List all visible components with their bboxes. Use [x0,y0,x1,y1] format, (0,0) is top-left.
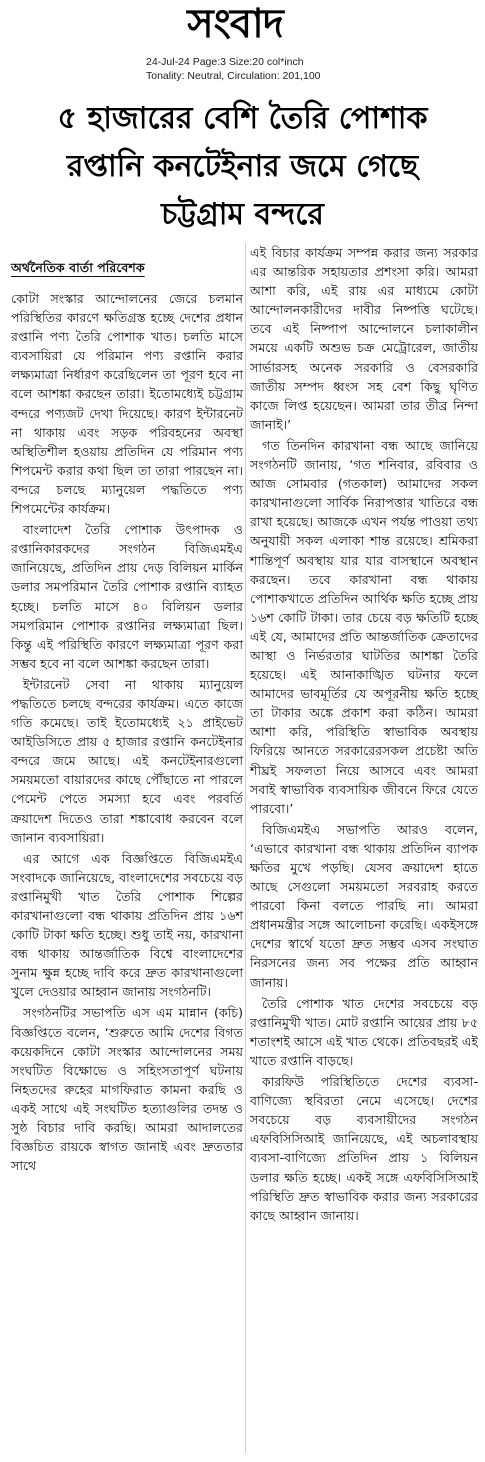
paragraph: এই বিচার কার্যক্রম সম্পন্ন করার জন্য সরকার এর আন্তরিক সহায়তার প্রশংসা করি। আমরা আশা করি, এই রায় এর মাধ্যমে কোটা আন্দোলনকারীদের দাবীর নিষ্পত্তি ঘটেছে। তবে এই নিষ্পাপ আন্দোলনে চলাকালীন সময়ে একটি অশুভ চক্র মেট্রোরেল, জাতীয় সার্ভারসহ অনেক সরকারি ও বেসরকারি জাতীয় সম্পদ ধ্বংস সহ বেশ কিছু ঘৃণিত কাজে লিপ্ত হয়েছেন। আমরা তার তীব্র নিন্দা জানাই।’ [250,245,478,432]
newspaper-masthead: সংবাদ [187,1,283,47]
paragraph: সংগঠনটির সভাপতি এস এম মান্নান (কচি) বিজ্ঞপ্তিতে বলেন, ‘শুরুতে আমি দেশের বিগত কয়েকদিনে কোটা সংস্কার আন্দোলনের সময় সংঘটিত বিক্ষোভে ও সহিংসতাপূর্ণ ঘটনায় নিহতদের রুহের মাগফিরাত কামনা করছি ও একই সাথে এই সংঘটিত হত্যাগুলির তদন্ত ও সুষ্ঠ বিচার দাবি করছি। আমরা আদালতের বিজ্ঞচিত রায়কে স্বাগত জানাই এবং দ্রুততার সাথে [11,1005,243,1174]
paragraph: গত তিনদিন কারখানা বন্ধ আছে জানিয়ে সংগঠনটি জানায়, ‘গত শনিবার, রবিবার ও আজ সোমবার (গতকাল) আমাদের সকল কারখানাগুলো সার্বিক নিরাপত্তার খাতিরে বন্ধ রাখা হয়েছে। আজকে এখন পর্যন্ত পাওয়া তথ্য অনুযায়ী সকল এলাকা শান্ত রয়েছে। শ্রমিকরা শান্তিপূর্ণ অবস্থায় যার যার বাসস্থানে অবস্থান করছেন। তবে কারখানা বন্ধ থাকায় পোশাকখাতে প্রতিদিন আর্থিক ক্ষতি হচ্ছে প্রায় ১৬শ কোটি টাকা। তার চেয়ে বড় ক্ষতিটি হচ্ছে এই যে, আমাদের প্রতি আন্তর্জাতিক ক্রেতাদের আস্থা ও নির্ভরতার ঘাটতির আশঙ্কা তৈরি হয়েছে। এই আনাকাঙ্খিত ঘটনার ফলে আমাদের ভাবমূর্তির যে অপূরনীয় ক্ষতি হচ্ছে তা টাকার অঙ্কে প্রকাশ করা কঠিন। আমরা আশা করি, পরিস্থিতি স্বাভাবিক অবস্থায় ফিরিয়ে আনতে সরকারেরসকল প্রচেষ্টা অতি শীঘ্রই সফলতা নিয়ে আসবে এবং আমরা সবাই স্বাভাবিক ব্যবসায়িক জীবনে ফিরে যেতে পারবো।’ [250,437,478,816]
clipping-meta-line-2: Tonality: Neutral, Circulation: 201,100 [146,70,321,82]
paragraph: ইন্টারনেট সেবা না থাকায় ম্যানুয়েল পদ্ধতিতে চলছে বন্দরের কার্যক্রম। এতে কাজে গতি কমেছে। তাই ইতোমধ্যেই ২১ প্রাইভেট আইডিসিতে প্রায় ৫ হাজার রপ্তানি কনটেইনার বন্দরে জমে আছে। এই কনটেইনারগুলো সময়মতো বায়ারদের কাছে পৌঁছাতে না পারলে পেমেন্ট পেতে সমস্যা হবে এবং পরবর্তি ক্রয়াদেশ দিতেও তারা শঙ্কাবোধ করবেন বলে জানান ব্যবসায়িরা। [11,676,243,845]
paragraph: বাংলাদেশ তৈরি পোশাক উৎপাদক ও রপ্তানিকারকদের সংগঠন বিজিএমইএ জানিয়েছে, প্রতিদিন প্রায় দেড় বিলিয়ন মার্কিন ডলার সমপরিমান তৈরি পোশাক রপ্তানি ব্যাহত হচ্ছে। চলতি মাসে ৪০ বিলিয়ন ডলার সমপরিমান পোশাক রপ্তানির লক্ষ্যমাত্রা ছিল। কিন্তু এই পরিস্থিতি কারণে লক্ষ্যমাত্রা পূরণ করা সম্ভব হবে না বলে আশঙ্কা করছেন তারা। [11,522,243,671]
paragraph: বিজিএমইএ সভাপতি আরও বলেন, ‘এভাবে কারখানা বন্ধ থাকায় প্রতিদিন ব্যাপক ক্ষতির মুখে পড়ছি। যেসব ক্রয়াদেশ হাতে আছে সেগুলো সময়মতো সরবরাহ করতে পারবো কিনা বলতে পারছি না। আমরা প্রধানমন্ত্রীর সঙ্গে আলোচনা করেছি। একইসঙ্গে দেশের স্বার্থে যতো দ্রুত সম্ভব এসব সংঘাত নিরসনের জন্য সব পক্ষের প্রতি আহ্বান জানায়। [250,821,478,990]
paragraph: তৈরি পোশাক খাত দেশের সবচেয়ে বড় রপ্তানিমুখী খাত। মোট রপ্তানি আয়ের প্রায় ৮৫ শতাংশই আসে এই খাত থেকে। প্রতিবছরই এই খাতে রপ্তানি বাড়ছে। [250,995,478,1068]
clipping-meta [146,55,386,83]
headline-line-3: চট্টগ্রাম বন্দরে [161,197,324,232]
headline-line-2: রপ্তানি কনটেইনার জমে গেছে [66,149,419,184]
column-divider [245,243,246,1453]
article-column-right [250,243,478,1227]
paragraph: কোটা সংস্কার আন্দোলনের জেরে চলমান পরিস্থিতির কারণে ক্ষতিগ্রস্ত হচ্ছে দেশের প্রধান রপ্তানি পণ্য তৈরি পোশাক খাত। চলতি মাসে ব্যবসায়িরা যে পরিমান পণ্য রপ্তানি করার লক্ষ্যমাত্রা নির্ধারণ করেছিলেন তা পূরণ হবে না বলে আশঙ্কা করছেন তারা। ইতোমধ্যেই চট্টগ্রাম বন্দরে পণ্যজট দেখা দিয়েছে। কারণ ইন্টারনেট না থাকায় এবং সড়ক পরিবহনের অবস্থা অস্থিতিশীল হওয়ায় প্রতিদিন যে পরিমান পণ্য শিপমেন্ট করার কথা ছিল তা তারা পারছেন না। বন্দরে চলছে ম্যানুয়েল পদ্ধতিতে পণ্য শিপমেন্টের কার্যক্রম। [11,291,243,517]
article-headline [10,95,475,239]
article-column-left [11,258,243,1177]
paragraph: এর আগে এক বিজ্ঞপ্তিতে বিজিএমইএ সংবাদকে জানিয়েছে, বাংলাদেশের সবচেয়ে বড় রপ্তানিমুখী খাত তৈরি পোশাক শিল্পের কারখানাগুলো বন্ধ থাকায় প্রতিদিন প্রায় ১৬শ কোটি টাকা ক্ষতি হচ্ছে। শুধু তাই নয়, কারখানা বন্ধ থাকায় আন্তর্জাতিক বিশ্বে বাংলাদেশের সুনাম ক্ষুন্ন হচ্ছে দাবি করে দ্রুত কারখানাগুলো খুলে দেওয়ার আহ্বান জানায় সংগঠনটি। [11,850,244,1000]
clipping-meta-line-1: 24-Jul-24 Page:3 Size:20 col*inch [146,56,304,68]
headline-line-1: ৫ হাজারের বেশি তৈরি পোশাক [57,101,428,136]
byline: অর্থনৈতিক বার্তা পরিবেশক [11,260,145,275]
paragraph: কারফিউ পরিস্থিতিতে দেশের ব্যবসা-বাণিজ্যে স্থবিরতা নেমে এসেছে। দেশের সবচেয়ে বড় ব্যবসায়ীদের সংগঠন এফবিসিসিআই জানিয়েছে, এই অচলাবস্থায় ব্যবসা-বাণিজ্যে প্রতিদিন প্রায় ১ বিলিয়ন ডলার ক্ষতি হচ্ছে। একই সঙ্গে এফবিসিসিআই পরিস্থিতি দ্রুত স্বাভাবিক করার জন্য সরকারের কাছে আহ্বান জানায়। [250,1074,478,1223]
